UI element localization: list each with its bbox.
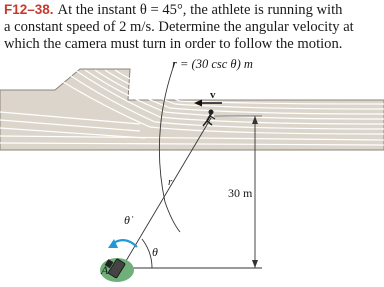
angular-velocity-arrow xyxy=(108,239,137,248)
theta-dot-label: θ̇ xyxy=(124,213,130,227)
distance-label: 30 m xyxy=(228,186,253,200)
problem-text-line1: At the instant θ = 45°, the athlete is running with xyxy=(57,2,343,18)
velocity-label: v xyxy=(210,89,216,101)
theta-angle-arc xyxy=(142,239,152,268)
problem-number: F12–38. xyxy=(4,2,54,17)
problem-statement xyxy=(4,1,382,53)
camera-point-label: A xyxy=(101,263,109,277)
problem-figure xyxy=(0,52,384,287)
problem-text-line3: which the camera must turn in order to follow the motion. xyxy=(4,36,343,52)
running-track xyxy=(0,69,384,150)
theta-label: θ xyxy=(152,245,158,259)
problem-text-line2: a constant speed of 2 m/s. Determine the angular velocity at xyxy=(4,19,354,35)
r-label: r xyxy=(168,176,173,188)
radius-equation-label: r = (30 csc θ) m xyxy=(172,57,253,71)
